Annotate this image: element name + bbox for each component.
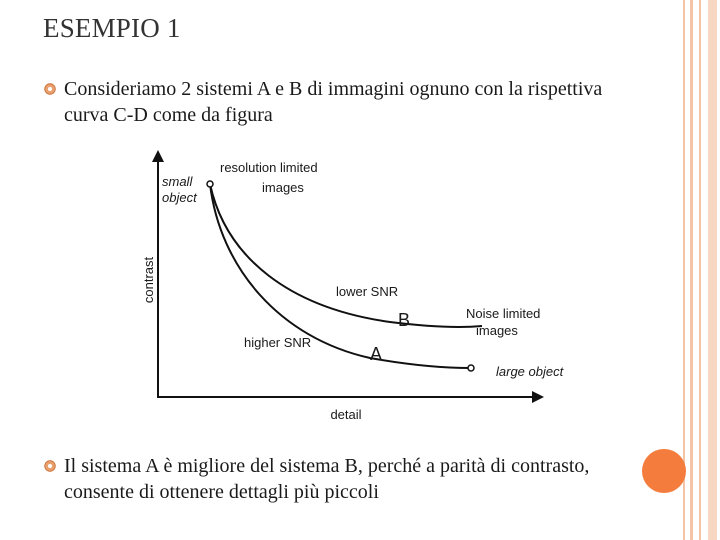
decorative-rail (699, 0, 701, 540)
small-object-label-1: small (162, 174, 193, 189)
noise-limited-label-2: images (476, 323, 518, 338)
small-object-point (207, 181, 213, 187)
higher-snr-label: higher SNR (244, 335, 312, 350)
small-object-label-2: object (162, 190, 197, 205)
decorative-rail (708, 0, 717, 540)
curve-a-label: A (370, 344, 383, 364)
x-axis-label: detail (330, 407, 362, 422)
bullet-item-1 (44, 76, 604, 128)
contrast-detail-diagram (140, 148, 590, 428)
bullet-text-1: Consideriamo 2 sistemi A e B di immagini ognuno con la rispettiva curva C-D come da figura (64, 78, 603, 126)
x-axis-arrow-icon (532, 391, 544, 403)
large-object-point (468, 365, 474, 371)
bullet-marker-icon (44, 460, 56, 472)
y-axis-arrow-icon (152, 150, 164, 162)
decorative-rail (690, 0, 693, 540)
curve-b (210, 184, 482, 327)
y-axis-label: contrast (141, 256, 156, 304)
slide-title: ESEMPIO 1 (43, 13, 181, 43)
noise-limited-label-1: Noise limited (466, 306, 541, 321)
decorative-orange-circle (642, 449, 686, 493)
bullet-text-2: Il sistema A è migliore del sistema B, perché a parità di contrasto, consente di ottenere dettagli più piccoli (64, 455, 590, 503)
bullet-item-2 (44, 453, 604, 505)
lower-snr-label: lower SNR (336, 284, 399, 299)
curve-b-label: B (398, 310, 411, 330)
resolution-limited-label-1: resolution limited (220, 160, 318, 175)
resolution-limited-label-2: images (262, 180, 304, 195)
decorative-rail (683, 0, 685, 540)
large-object-label: large object (496, 364, 564, 379)
bullet-marker-icon (44, 83, 56, 95)
